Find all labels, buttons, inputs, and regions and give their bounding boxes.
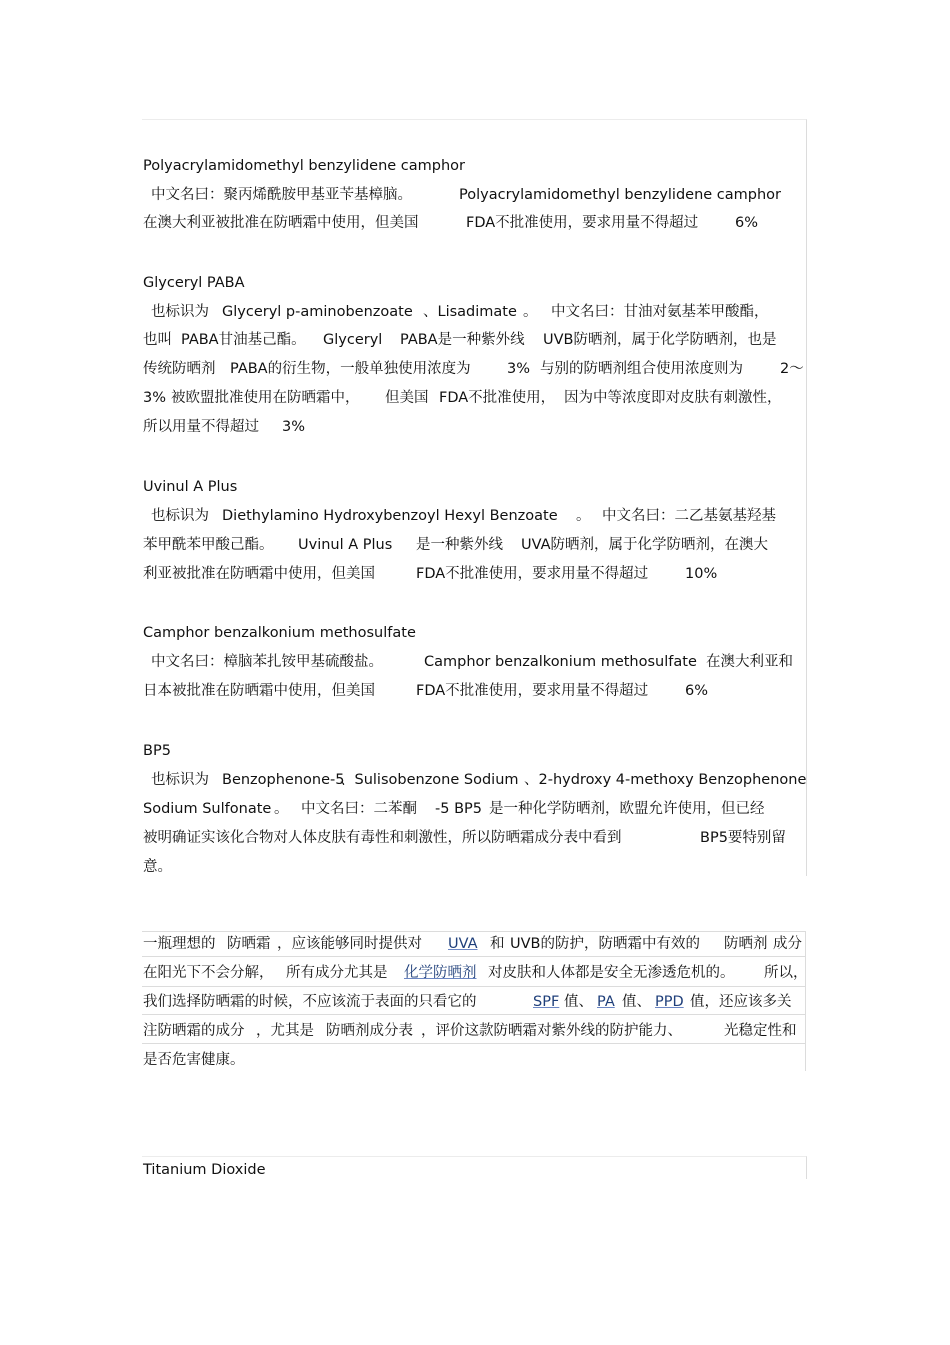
section-title: Glyceryl PABA: [143, 275, 245, 291]
table-rule: [142, 1014, 806, 1015]
pa-link[interactable]: PA: [597, 994, 615, 1010]
chemical-sunscreen-link[interactable]: 化学防晒剂: [404, 965, 477, 981]
ppd-link[interactable]: PPD: [655, 994, 684, 1010]
table-right-border: [805, 931, 806, 1071]
section-title: Camphor benzalkonium methosulfate: [143, 625, 416, 641]
table-rule: [142, 1043, 806, 1044]
section-title: Uvinul A Plus: [143, 479, 238, 495]
uva-link[interactable]: UVA: [448, 936, 478, 952]
table-rule: [142, 931, 806, 932]
section-title: Polyacrylamidomethyl benzylidene camphor: [143, 158, 466, 174]
table-rule: [142, 956, 806, 957]
spf-link[interactable]: SPF: [533, 994, 560, 1010]
table-rule: [142, 986, 806, 987]
section-title: BP5: [143, 743, 171, 759]
section-title: Titanium Dioxide: [143, 1162, 266, 1178]
